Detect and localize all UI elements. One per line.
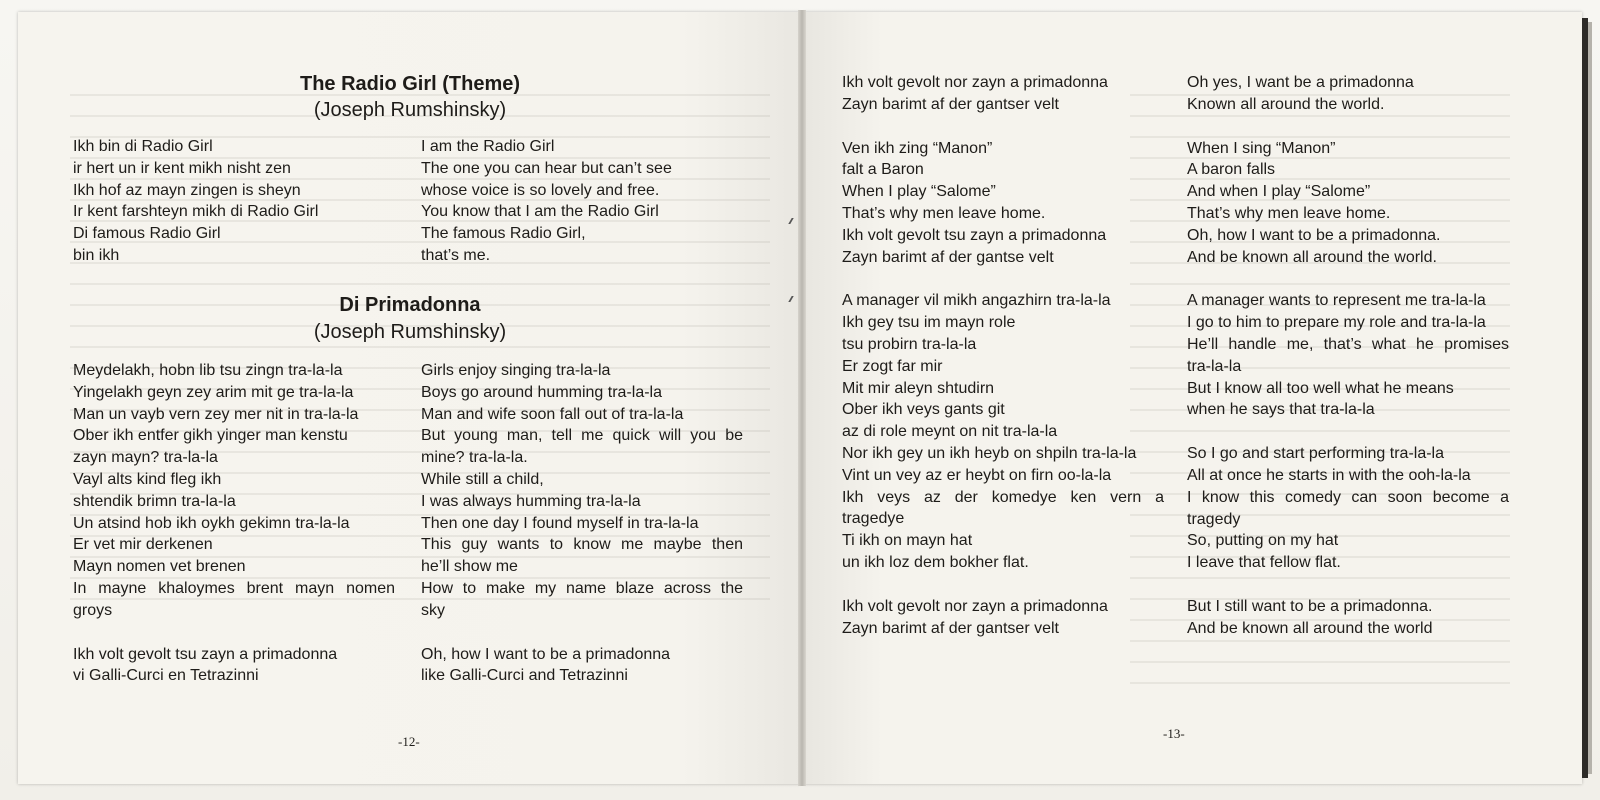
lyric-line: tra-la-la — [1187, 357, 1242, 375]
lyric-line: Ober ikh veys gants git — [842, 401, 1005, 419]
lyric-line: I am the Radio Girl — [421, 138, 555, 155]
lyric-line: bin ikh — [73, 246, 120, 264]
lyric-line: And when I play “Salome” — [1187, 183, 1371, 201]
yiddish-lyrics-column — [842, 72, 1164, 639]
booklet-edge-shadow — [1588, 22, 1592, 774]
lyric-line: Ven ikh zing “Manon” — [842, 139, 993, 157]
lyric-line: Zayn barimt af der gantse velt — [842, 248, 1054, 266]
english-lyrics-column — [421, 136, 751, 267]
lyric-line: I know this comedy can soon become a — [1187, 488, 1509, 506]
lyric-line: So, putting on my hat — [1187, 532, 1339, 550]
lyric-line: I leave that fellow flat. — [1187, 554, 1341, 572]
page-number: -13- — [1163, 726, 1185, 741]
lyric-line: A manager vil mikh angazhirn tra-la-la — [842, 292, 1111, 310]
lyric-line: I go to him to prepare my role and tra-la-la — [1187, 314, 1486, 332]
lyric-line: But I still want to be a primadonna. — [1187, 597, 1433, 615]
lyric-line: In mayne khaloymes brent mayn nomen — [73, 579, 395, 597]
lyric-line: Ikh hof az mayn zingen is sheyn — [73, 181, 301, 199]
lyric-line: While still a child, — [421, 470, 544, 488]
lyric-line: That’s why men leave home. — [842, 204, 1046, 222]
page-number: -12- — [398, 734, 420, 749]
lyric-line: when he says that tra-la-la — [1187, 401, 1375, 419]
lyric-line: tragedye — [842, 510, 905, 528]
lyric-line: Vint un vey az er heybt on firn oo-la-la — [842, 466, 1112, 484]
lyric-line: And be known all around the world. — [1187, 248, 1437, 266]
lyric-line: shtendik brimn tra-la-la — [73, 492, 236, 510]
lyric-line: A baron falls — [1187, 161, 1276, 179]
yiddish-lyrics-column — [73, 360, 395, 687]
lyric-line: Vayl alts kind fleg ikh — [73, 470, 222, 488]
lyric-line: falt a Baron — [842, 161, 924, 179]
lyric-line: Ti ikh on mayn hat — [842, 532, 973, 550]
lyric-line: I was always humming tra-la-la — [421, 492, 641, 510]
lyric-line: Er zogt far mir — [842, 357, 943, 375]
lyric-line: groys — [73, 601, 113, 619]
lyric-line: Di famous Radio Girl — [73, 225, 221, 243]
lyric-line: Oh, how I want to be a primadonna. — [1187, 226, 1441, 244]
lyric-line: Zayn barimt af der gantser velt — [842, 95, 1059, 113]
lyric-line: Ikh bin di Radio Girl — [73, 138, 213, 155]
lyric-line: All at once he starts in with the ooh-la-la — [1187, 466, 1471, 484]
lyric-line: Ikh gey tsu im mayn role — [842, 314, 1016, 332]
song-composer: (Joseph Rumshinsky) — [313, 99, 507, 121]
lyric-line: You know that I am the Radio Girl — [421, 203, 659, 221]
lyric-line: tragedy — [1187, 510, 1241, 528]
lyric-line: Er vet mir derkenen — [73, 536, 213, 554]
lyric-line: When I play “Salome” — [842, 183, 996, 201]
lyric-line: Ikh veys az der komedye ken vern a — [842, 488, 1164, 506]
lyric-line: that’s me. — [421, 246, 491, 264]
lyric-line: zayn mayn? tra-la-la — [73, 449, 218, 467]
lyric-line: Nor ikh gey un ikh heyb on shpiln tra-la-la — [842, 444, 1137, 462]
english-lyrics-column — [1187, 72, 1509, 640]
lyric-line: Ikh volt gevolt tsu zayn a primadonna — [842, 226, 1107, 244]
lyric-line: Ikh volt gevolt nor zayn a primadonna — [842, 597, 1108, 615]
lyric-line: Oh, how I want to be a primadonna — [421, 645, 671, 663]
lyric-line: Man un vayb vern zey mer nit in tra-la-la — [73, 405, 359, 423]
lyric-line: He’ll handle me, that’s what he promises — [1187, 335, 1509, 353]
lyric-line: Ober ikh entfer gikh yinger man kenstu — [73, 427, 348, 445]
lyric-line: This guy wants to know me maybe then — [421, 536, 743, 554]
lyric-line: ir hert un ir kent mikh nisht zen — [73, 159, 291, 177]
english-lyrics-column — [421, 360, 743, 687]
song-title: Di Primadonna — [339, 294, 481, 316]
lyric-line: un ikh loz dem bokher flat. — [842, 553, 1029, 571]
lyric-line: Girls enjoy singing tra-la-la — [421, 362, 611, 379]
lyric-line: But I know all too well what he means — [1187, 379, 1454, 397]
yiddish-lyrics-column — [73, 136, 403, 267]
lyric-line: Mit mir aleyn shtudirn — [842, 379, 995, 397]
lyric-line: How to make my name blaze across the — [421, 579, 743, 597]
lyric-line: Boys go around humming tra-la-la — [421, 383, 663, 401]
lyric-line: Zayn barimt af der gantser velt — [842, 619, 1059, 637]
lyric-line: he’ll show me — [421, 558, 518, 576]
lyric-line: sky — [421, 601, 445, 619]
lyric-line: Ir kent farshteyn mikh di Radio Girl — [73, 203, 319, 221]
lyric-line: Meydelakh, hobn lib tsu zingn tra-la-la — [73, 362, 343, 379]
lyric-line: az di role meynt on nit tra-la-la — [842, 423, 1058, 441]
song-title: The Radio Girl (Theme) — [299, 73, 521, 95]
song-composer: (Joseph Rumshinsky) — [313, 321, 507, 343]
lyric-line: A manager wants to represent me tra-la-la — [1187, 292, 1486, 310]
lyric-line: Known all around the world. — [1187, 95, 1385, 113]
lyric-line: But young man, tell me quick will you be — [421, 427, 743, 445]
lyric-line: Un atsind hob ikh oykh gekimn tra-la-la — [73, 514, 350, 532]
lyric-line: Yingelakh geyn zey arim mit ge tra-la-la — [73, 383, 354, 401]
lyric-line: mine? tra-la-la. — [421, 449, 528, 467]
lyric-line: Then one day I found myself in tra-la-la — [421, 514, 699, 532]
lyric-line: Oh yes, I want be a primadonna — [1187, 74, 1414, 91]
booklet-spine — [798, 10, 806, 786]
lyric-line: When I sing “Manon” — [1187, 139, 1336, 157]
lyric-line: whose voice is so lovely and free. — [421, 181, 660, 199]
lyric-line: tsu probirn tra-la-la — [842, 335, 977, 353]
lyric-line: vi Galli-Curci en Tetrazinni — [73, 667, 259, 685]
lyric-line: The one you can hear but can’t see — [421, 159, 672, 177]
lyric-line: Man and wife soon fall out of tra-la-la — [421, 405, 684, 423]
lyric-line: And be known all around the world — [1187, 619, 1433, 637]
lyric-line: Mayn nomen vet brenen — [73, 558, 246, 576]
lyric-line: The famous Radio Girl, — [421, 225, 586, 243]
lyric-line: Ikh volt gevolt tsu zayn a primadonna — [73, 645, 338, 663]
lyric-line: Ikh volt gevolt nor zayn a primadonna — [842, 74, 1108, 91]
lyric-line: like Galli-Curci and Tetrazinni — [421, 667, 628, 685]
lyric-line: So I go and start performing tra-la-la — [1187, 445, 1445, 463]
lyric-line: That’s why men leave home. — [1187, 204, 1391, 222]
